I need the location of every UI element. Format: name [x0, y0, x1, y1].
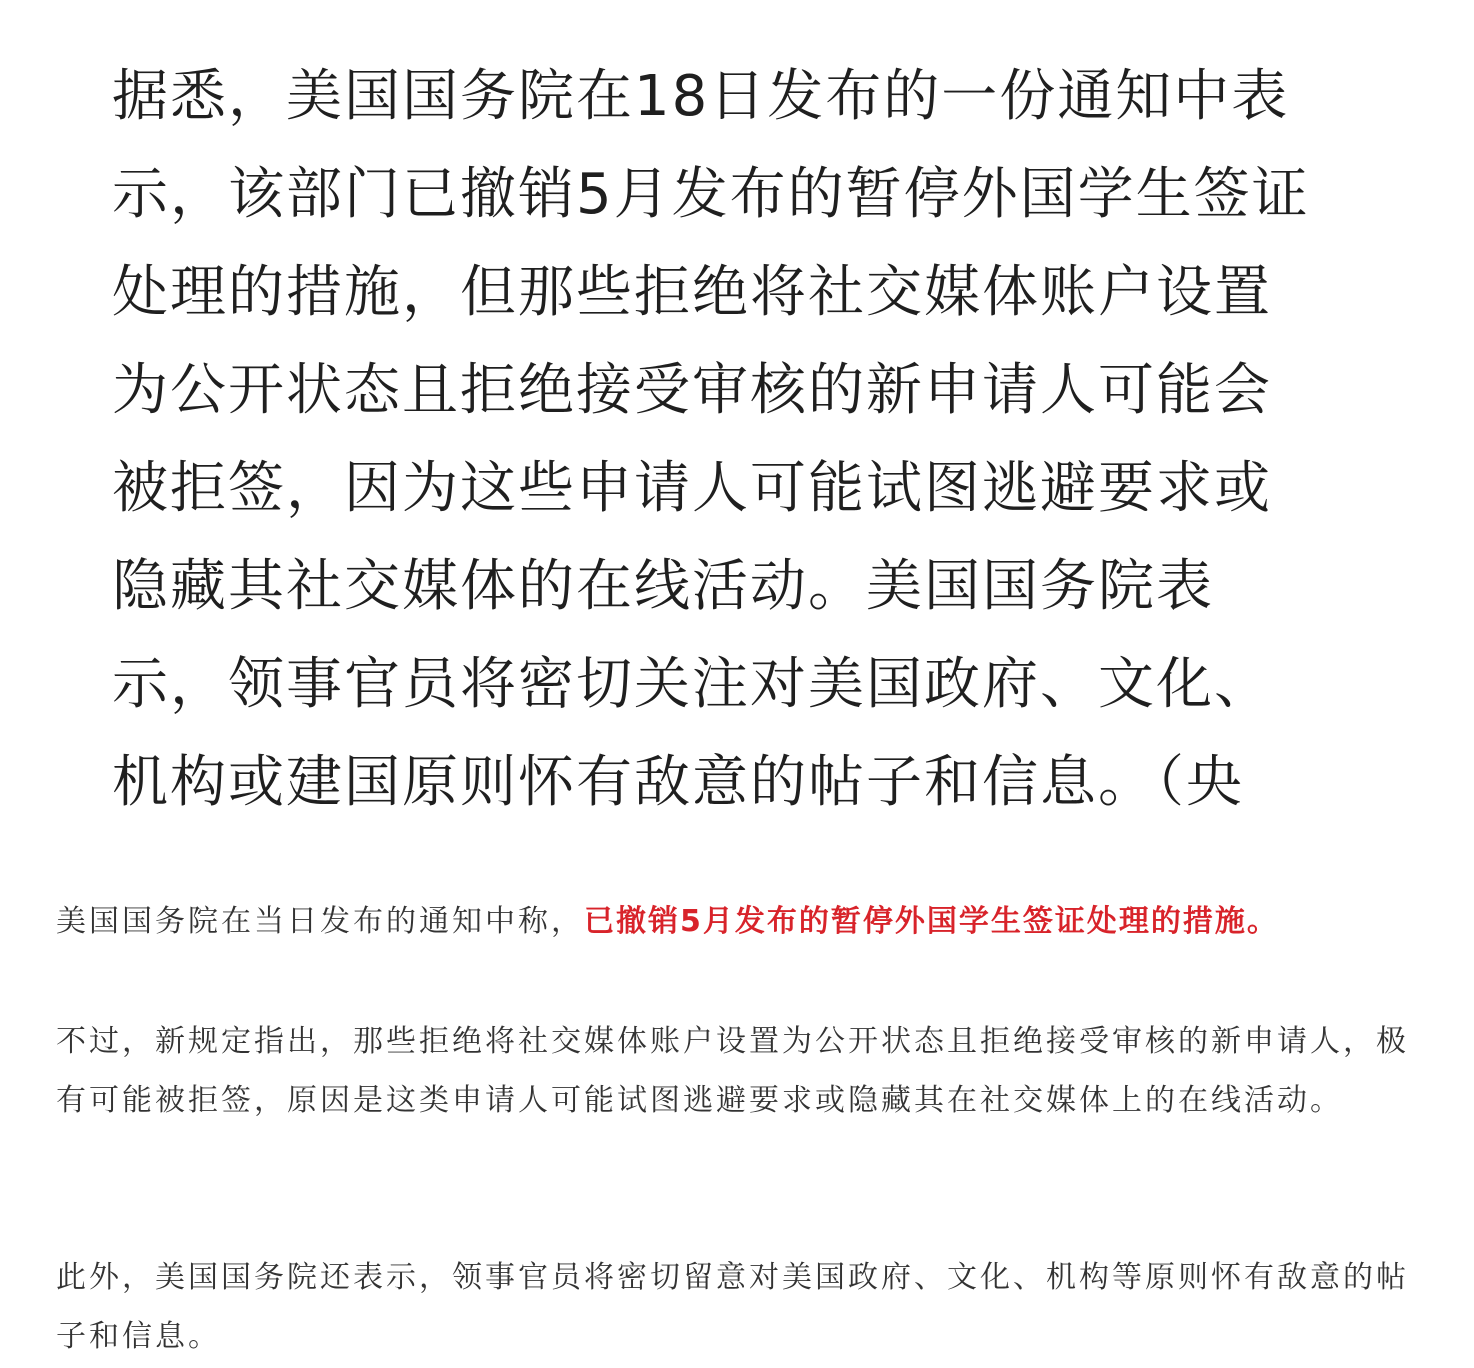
screenshot-text-line: 为公开状态且拒绝接受审核的新申请人可能会	[112, 358, 1272, 423]
screenshot-text-line: 隐藏其社交媒体的在线活动。美国国务院表	[112, 554, 1214, 619]
screenshot-text-line: 示，领事官员将密切关注对美国政府、文化、	[112, 652, 1272, 717]
article-paragraph-2: 不过，新规定指出，那些拒绝将社交媒体账户设置为公开状态且拒绝接受审核的新申请人，极有可能被拒签，原因是这类申请人可能试图逃避要求或隐藏其在社交媒体上的在线活动。	[56, 1024, 1409, 1118]
highlighted-statement: 已撤销5月发布的暂停外国学生签证处理的措施。	[584, 904, 1279, 939]
article-paragraph-1	[56, 892, 1418, 952]
screenshot-text-line: 机构或建国原则怀有敌意的帖子和信息。（央	[112, 750, 1244, 815]
article-paragraph-3: 此外，美国国务院还表示，领事官员将密切留意对美国政府、文化、机构等原则怀有敌意的帖子和信息。	[56, 1260, 1409, 1354]
paragraph-1-text: 美国国务院在当日发布的通知中称，	[56, 904, 584, 939]
screenshot-text-line: 示，该部门已撤销5月发布的暂停外国学生签证	[112, 162, 1310, 227]
screenshot-text-line: 据悉，美国国务院在18日发布的一份通知中表	[112, 64, 1290, 129]
screenshot-text-line: 处理的措施，但那些拒绝将社交媒体账户设置	[112, 260, 1272, 325]
screenshot-text-line: 被拒签，因为这些申请人可能试图逃避要求或	[112, 456, 1272, 521]
